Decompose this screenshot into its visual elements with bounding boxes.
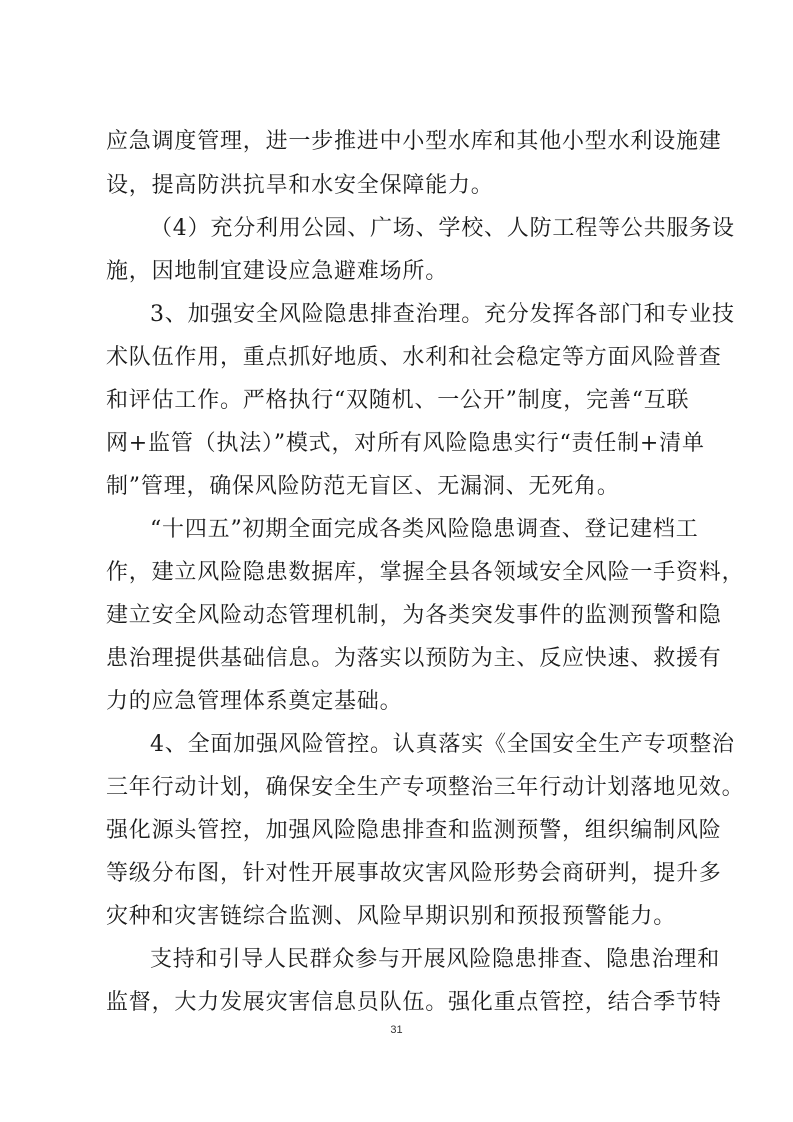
text-line: 施，因地制宜建设应急避难场所。 [106, 259, 449, 284]
text-line: 术队伍作用，重点抓好地质、水利和社会稳定等方面风险普查 [106, 345, 722, 370]
text-line: 网+监管（执法）”模式，对所有风险隐患实行“责任制+清单 [106, 431, 705, 456]
text-line: 建立安全风险动态管理机制，为各类突发事件的监测预警和隐 [106, 603, 722, 628]
text-line: 监督，大力发展灾害信息员队伍。强化重点管控，结合季节特 [106, 990, 722, 1015]
page-number: 31 [390, 1024, 403, 1036]
text-line: 力的应急管理体系奠定基础。 [106, 689, 403, 714]
text-line: 患治理提供基础信息。为落实以预防为主、反应快速、救援有 [106, 646, 722, 671]
text-line: 设，提高防洪抗旱和水安全保障能力。 [106, 173, 494, 198]
text-line: 灾种和灾害链综合监测、风险早期识别和预报预警能力。 [106, 904, 677, 929]
text-line: （4）充分利用公园、广场、学校、人防工程等公共服务设 [150, 216, 735, 241]
text-line: 4、全面加强风险管控。认真落实《全国安全生产专项整治 [150, 732, 735, 757]
text-line: 和评估工作。严格执行“双随机、一公开”制度，完善“互联 [106, 388, 690, 413]
text-line: 制”管理，确保风险防范无盲区、无漏洞、无死角。 [106, 474, 620, 499]
text-line: 3、加强安全风险隐患排查治理。充分发挥各部门和专业技 [150, 302, 735, 327]
text-line: 等级分布图，针对性开展事故灾害风险形势会商研判，提升多 [106, 861, 722, 886]
text-line: “十四五”初期全面完成各类风险隐患调查、登记建档工 [150, 517, 699, 542]
text-line: 作，建立风险隐患数据库，掌握全县各领域安全风险一手资料， [106, 560, 745, 585]
text-line: 三年行动计划，确保安全生产专项整治三年行动计划落地见效。 [106, 775, 745, 800]
text-line: 应急调度管理，进一步推进中小型水库和其他小型水利设施建 [106, 129, 722, 154]
text-line: 支持和引导人民群众参与开展风险隐患排查、隐患治理和 [150, 947, 721, 972]
text-line: 强化源头管控，加强风险隐患排查和监测预警，组织编制风险 [106, 818, 722, 843]
